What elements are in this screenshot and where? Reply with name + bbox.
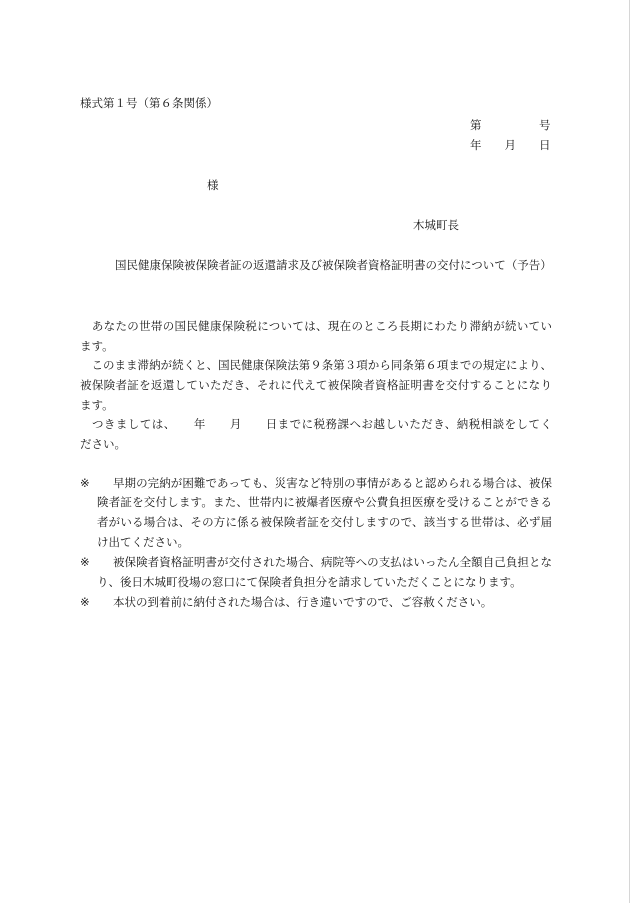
body-paragraph-1 — [80, 317, 552, 356]
body-paragraph-2 — [80, 356, 552, 415]
note-mark: ※ — [80, 594, 90, 609]
paragraph-line: つきましては、 年 月 日までに税務課へお越しいただき、納税相談をしてく — [80, 417, 552, 432]
note-line: 早期の完納が困難であっても、災害など特別の事情があると認められる場合は、被保 — [113, 475, 552, 490]
body-text — [80, 317, 552, 455]
body-paragraph-3 — [80, 415, 552, 454]
sender-name: 木城町長 — [413, 218, 459, 232]
paragraph-line: ます。 — [80, 397, 114, 412]
document-title: 国民健康保険被保険者証の返還請求及び被保険者資格証明書の交付について（予告） — [115, 258, 552, 272]
paragraph-line: 被保険者証を返還していただき、それに代えて被保険者資格証明書を交付することになり — [80, 378, 552, 393]
note-line: け出てください。 — [97, 535, 189, 550]
notes-list — [80, 474, 552, 613]
note-mark: ※ — [80, 555, 90, 570]
note-line: 険者証を交付します。また、世帯内に被爆者医療や公費負担医療を受けることができる — [97, 495, 552, 510]
form-number: 様式第１号（第６条関係） — [80, 96, 218, 110]
note-item-2 — [80, 553, 552, 593]
note-line: 本状の到着前に納付された場合は、行き違いですので、ご容赦ください。 — [113, 594, 493, 609]
addressee-honorific: 様 — [207, 178, 219, 192]
paragraph-line: ださい。 — [80, 437, 126, 452]
paragraph-line: このまま滞納が続くと、国民健康保険法第９条第３項から同条第６項までの規定により、 — [80, 358, 552, 373]
paragraph-line: ます。 — [80, 338, 114, 353]
paragraph-line: あなたの世帯の国民健康保険税については、現在のところ長期にわたり滞納が続いてい — [80, 319, 552, 333]
reference-block — [470, 115, 551, 155]
note-mark: ※ — [80, 475, 90, 490]
note-line: 者がいる場合は、その方に係る被保険者証を交付しますので、該当する世帯は、必ず届 — [97, 515, 552, 530]
date-line: 年 月 日 — [470, 138, 551, 152]
note-item-1 — [80, 474, 552, 554]
note-line: 被保険者資格証明書が交付された場合、病院等への支払はいったん全額自己負担とな — [113, 555, 552, 570]
note-item-3 — [80, 593, 552, 613]
note-line: り、後日木城町役場の窓口にて保険者負担分を請求していただくことになります。 — [97, 574, 522, 589]
addressee-line — [207, 175, 219, 195]
document-number-line: 第 号 — [470, 118, 551, 132]
